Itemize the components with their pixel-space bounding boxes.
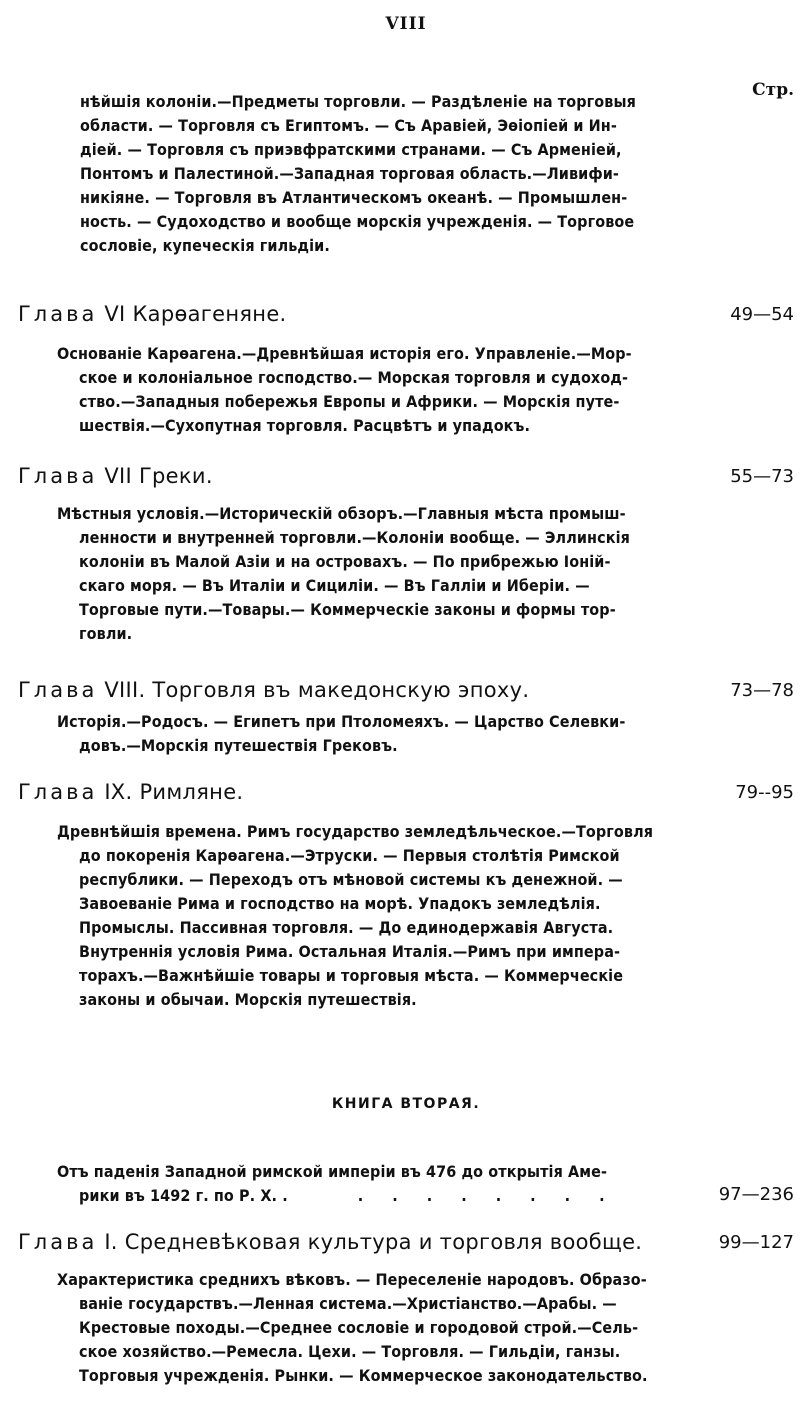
chapter-description-viii: [57, 710, 697, 758]
chapter-title: Глава I. Средневѣковая культура и торговля вообще.: [18, 1230, 643, 1254]
text-line: ство.—Западныя побережья Европы и Африки. — Морскія путе-: [79, 392, 620, 411]
text-line: Крестовые походы.—Среднее сословіе и городовой строй.—Сель-: [79, 1318, 639, 1337]
chapter-heading-vii: [18, 464, 794, 494]
book-two-range: [57, 1160, 794, 1216]
chapter-pages: 99—127: [718, 1232, 794, 1253]
text-line: сословіе, купеческія гильдіи.: [80, 236, 330, 255]
book-two-range-text: [57, 1160, 697, 1208]
text-line: никіяне. — Торговля въ Атлантическомъ океанѣ. — Промышлен-: [80, 188, 628, 207]
text-line: Завоеваніе Рима и господство на морѣ. Упадокъ земледѣлія.: [79, 894, 601, 913]
chapter-description-b2-i: [57, 1268, 697, 1388]
text-line: Отъ паденія Западной римской имперіи въ 476 до открытія Аме-: [57, 1162, 608, 1181]
text-line: республики. — Переходъ отъ мѣновой системы къ денежной. —: [79, 870, 623, 889]
page-column-label: Стр.: [752, 80, 794, 100]
text-line: ское хозяйство.—Ремесла. Цехи. — Торговля. — Гильдіи, ганзы.: [79, 1342, 621, 1361]
chapter-pages: 73—78: [730, 680, 794, 701]
text-line: законы и обычаи. Морскія путешествія.: [79, 990, 417, 1009]
chapter-heading-viii: [18, 678, 794, 708]
chapter-description-ix: [57, 820, 697, 1012]
text-line: Понтомъ и Палестиной.—Западная торговая область.—Ливифи-: [80, 164, 619, 183]
chapter-title: Глава VIII. Торговля въ македонскую эпоху.: [18, 678, 530, 702]
text-line: Исторія.—Родосъ. — Египетъ при Птоломеяхъ. — Царство Селевки-: [57, 712, 626, 731]
text-line: торахъ.—Важнѣйшіе товары и торговыя мѣста. — Коммерческіе: [79, 966, 624, 985]
text-line: ваніе государствъ.—Ленная система.—Христіанство.—Арабы. —: [79, 1294, 617, 1313]
text-line: Торговыя учрежденія. Рынки. — Коммерческое законодательство.: [79, 1366, 648, 1385]
chapter-heading-b2-i: [18, 1230, 794, 1260]
text-line: говли.: [79, 624, 133, 643]
text-line: Внутреннія условія Рима. Остальная Италія.—Римъ при импера-: [79, 942, 621, 961]
text-line: ленности и внутренней торговли.—Колоніи вообще. — Эллинскія: [79, 528, 630, 547]
book-two-pages: 97—236: [718, 1184, 794, 1205]
text-line: Древнѣйшія времена. Римъ государство земледѣльческое.—Торговля: [57, 822, 654, 841]
text-line: Промыслы. Пассивная торговля. — До единодержавія Августа.: [79, 918, 614, 937]
text-line: области. — Торговля съ Египтомъ. — Съ Аравіей, Эѳіопіей и Ин-: [80, 116, 617, 135]
chapter-title: Глава IX. Римляне.: [18, 780, 244, 804]
chapter-title: Глава VII Греки.: [18, 464, 213, 488]
intro-description: [80, 90, 692, 258]
text-line: скаго моря. — Въ Италіи и Сициліи. — Въ Галліи и Иберіи. —: [79, 576, 590, 595]
page-folio: VIII: [385, 14, 427, 34]
chapter-description-vii: [57, 502, 697, 646]
text-line: ское и колоніальное господство.— Морская торговля и судоход-: [79, 368, 629, 387]
text-line: діей. — Торговля съ приэвфратскими странами. — Съ Арменіей,: [80, 140, 622, 159]
chapter-heading-ix: [18, 780, 794, 810]
book-two-heading: КНИГА ВТОРАЯ.: [331, 1096, 481, 1112]
text-line: ность. — Судоходство и вообще морскія учрежденія. — Торговое: [80, 212, 635, 231]
chapter-pages: 79--95: [735, 782, 794, 803]
text-line: Мѣстныя условія.—Историческій обзоръ.—Главныя мѣста промыш-: [57, 504, 626, 523]
leader-dots: . . . . . . . .: [357, 1186, 617, 1205]
chapter-title: Глава VI Карѳагеняне.: [18, 302, 287, 326]
text-line: Торговые пути.—Товары.— Коммерческіе законы и формы тор-: [79, 600, 616, 619]
chapter-pages: 55—73: [730, 466, 794, 487]
text-line: шествія.—Сухопутная торговля. Расцвѣтъ и упадокъ.: [79, 416, 531, 435]
text-line: Характеристика среднихъ вѣковъ. — Переселеніе народовъ. Образо-: [57, 1270, 647, 1289]
text-line: довъ.—Морскія путешествія Грековъ.: [79, 736, 398, 755]
text-line: нѣйшія колоніи.—Предметы торговли. — Раздѣленіе на торговыя: [80, 92, 636, 111]
text-line: рики въ 1492 г. по Р. Х. . . . . . . . . .: [79, 1186, 617, 1205]
text-line: колоніи въ Малой Азіи и на островахъ. — По прибрежью Іоній-: [79, 552, 611, 571]
text-line: Основаніе Карѳагена.—Древнѣйшая исторія его. Управленіе.—Мор-: [57, 344, 632, 363]
chapter-heading-vi: [18, 302, 794, 332]
chapter-description-vi: [57, 342, 697, 438]
chapter-pages: 49—54: [730, 304, 794, 325]
text-line: до покоренія Карѳагена.—Этруски. — Первыя столѣтія Римской: [79, 846, 620, 865]
